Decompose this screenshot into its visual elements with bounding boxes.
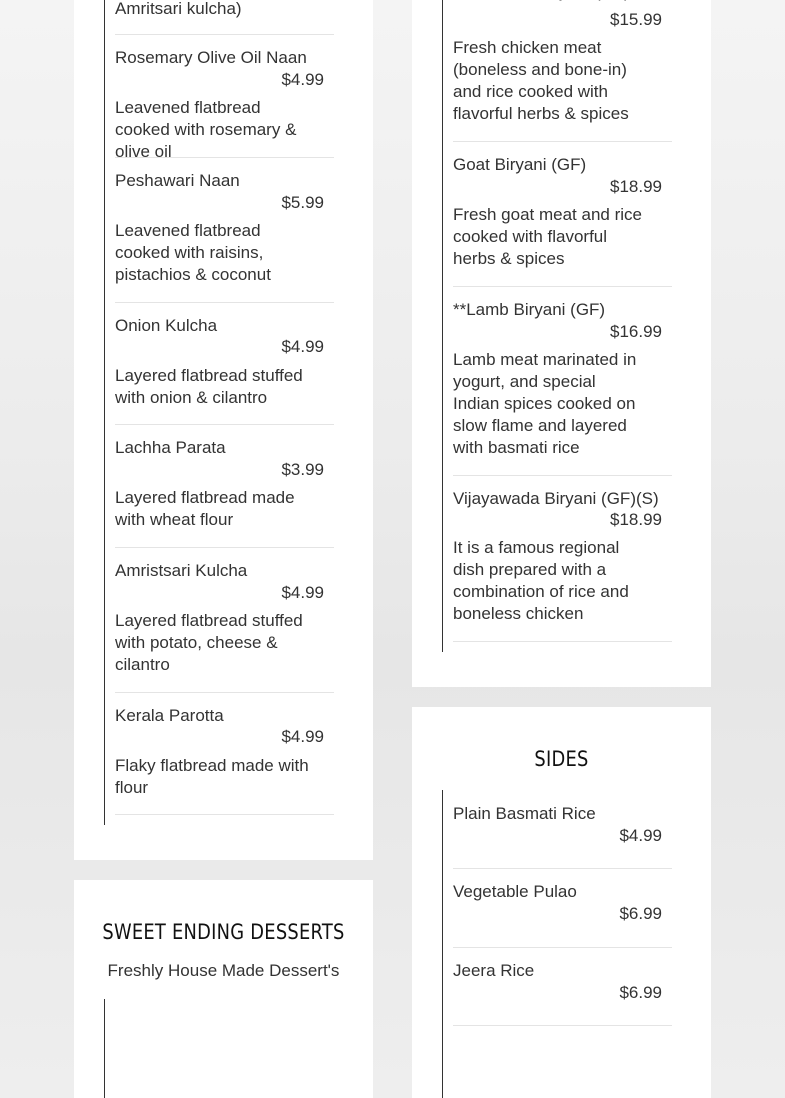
item-price: $16.99 [610,322,662,341]
menu-item[interactable] [115,692,334,815]
item-price: $4.99 [281,337,324,356]
item-description: Layered flatbread made with wheat flour [115,488,295,529]
section-title: SWEET ENDING DESSERTS [102,920,345,944]
menu-item[interactable] [115,34,334,161]
biryani-card [412,0,711,687]
menu-item[interactable] [115,547,334,693]
item-price: $6.99 [619,983,662,1002]
menu-item[interactable] [453,286,672,476]
menu-item-partial [115,0,334,35]
item-description: Flaky flatbread made with flour [115,756,309,797]
section-title: SIDES [534,747,589,771]
item-name: Goat Biryani (GF) [453,155,587,174]
menu-item[interactable] [453,790,672,869]
menu-item[interactable] [453,0,672,142]
breads-menu-list [104,0,365,825]
item-price: $5.99 [281,193,324,212]
item-name: Lachha Parata [115,438,226,457]
section-subtitle: Freshly House Made Dessert's [107,961,340,980]
item-name: **Lamb Biryani (GF) [453,300,606,319]
menu-item[interactable] [453,947,672,1026]
item-name [472,0,630,2]
item-name: Onion Kulcha [115,316,218,335]
item-description: Fresh goat meat and rice cooked with flavorful herbs & spices [453,205,642,268]
item-price: $4.99 [281,583,324,602]
item-name: Vegetable Pulao [453,882,577,901]
item-description: It is a famous regional dish prepared with a combination of rice and boneless chicken [453,538,629,623]
item-description: Layered flatbread stuffed with potato, cheese & cilantro [115,611,303,674]
item-price: $6.99 [619,904,662,923]
biryani-menu-list [442,0,703,652]
item-description: Amritsari kulcha) [115,0,242,18]
menu-item[interactable] [115,157,334,303]
item-price: $18.99 [610,177,662,196]
menu-item[interactable] [115,424,334,548]
item-name: Peshawari Naan [115,171,240,190]
item-name: Kerala Parotta [115,706,224,725]
item-description: Lamb meat marinated in yogurt, and special Indian spices cooked on slow flame and layered with basmati rice [453,350,637,457]
desserts-menu-list [104,999,365,1098]
item-description: Leavened flatbread cooked with rosemary & olive oil [115,98,297,161]
item-price: $4.99 [619,826,662,845]
item-description: Fresh chicken meat (boneless and bone-in) and rice cooked with flavorful herbs & spices [453,38,629,123]
item-name: Jeera Rice [453,961,535,980]
menu-item[interactable] [115,302,334,425]
sides-card [412,707,711,1098]
item-name: Plain Basmati Rice [453,804,596,823]
item-price: $3.99 [281,460,324,479]
item-price: $15.99 [610,10,662,29]
item-description: Layered flatbread stuffed with onion & cilantro [115,366,303,407]
sides-menu-list [442,790,703,1098]
breads-card [74,0,373,860]
menu-item[interactable] [453,141,672,287]
item-name: Vijayawada Biryani (GF)(S) [453,489,659,508]
item-price: $4.99 [281,70,324,89]
item-price: $4.99 [281,727,324,746]
item-name: Amristsari Kulcha [115,561,248,580]
desserts-card [74,880,373,1098]
menu-item[interactable] [453,868,672,948]
item-name: Rosemary Olive Oil Naan [115,48,307,67]
menu-item[interactable] [453,475,672,642]
item-description: Leavened flatbread cooked with raisins, pistachios & coconut [115,221,271,284]
item-price: $18.99 [610,510,662,529]
